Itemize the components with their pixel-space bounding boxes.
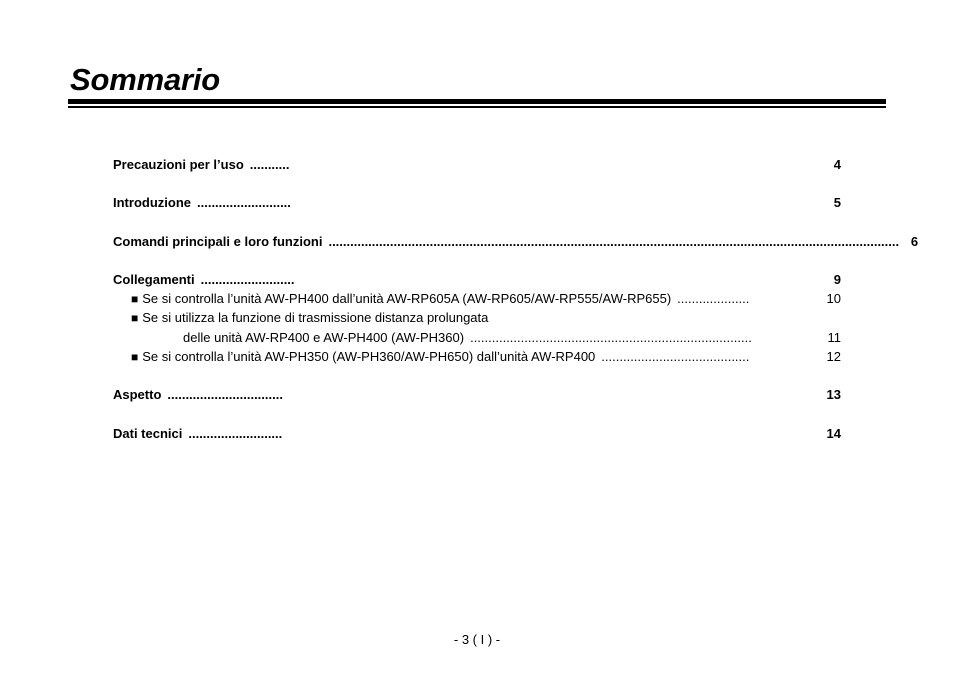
- toc-entry-leader: ....................: [677, 291, 750, 306]
- title-rule-thick: [68, 99, 886, 104]
- toc-entry-label: Se si utilizza la funzione di trasmissione distanza prolungata: [142, 310, 489, 325]
- toc-entry-label: Dati tecnici: [113, 426, 183, 441]
- page-title: Sommario: [70, 62, 220, 97]
- toc-entry-page: 4: [833, 157, 841, 172]
- toc-entry-label: Comandi principali e loro funzioni: [113, 234, 323, 249]
- toc-entry-leader: ...........: [249, 157, 290, 172]
- toc-entry-leader: ................................: [167, 387, 283, 402]
- toc-entry-label: Se si controlla l’unità AW-PH400 dall’unità AW-RP605A (AW-RP605/AW-RP555/AW-RP655): [142, 291, 672, 306]
- toc-entry-leader: ..........................: [197, 195, 291, 210]
- toc-subentry-trasmissione[interactable]: [113, 309, 841, 327]
- square-bullet-icon: ■: [131, 292, 139, 306]
- toc-entry-page: 10: [826, 291, 841, 306]
- toc-entry-collegamenti[interactable]: [113, 271, 841, 289]
- toc-subentry-rp605a[interactable]: [113, 290, 841, 308]
- square-bullet-icon: ■: [131, 350, 139, 364]
- toc-entry-leader: ..............................................................................................................................................................: [328, 234, 900, 249]
- toc-entry-page: 12: [826, 349, 841, 364]
- toc-entry-label: Introduzione: [113, 195, 191, 210]
- page-number: - 3 ( I ) -: [453, 632, 501, 647]
- toc-entry-label: Precauzioni per l’uso: [113, 157, 244, 172]
- toc-entry-label: Collegamenti: [113, 272, 195, 287]
- toc-entry-aspetto[interactable]: [113, 386, 841, 404]
- toc-entry-leader: ..............................................................................: [470, 330, 752, 345]
- toc-entry-page: 9: [833, 272, 841, 287]
- toc-entry-label: delle unità AW-RP400 e AW-PH400 (AW-PH360): [183, 330, 465, 345]
- toc-entry-page: 14: [826, 426, 841, 441]
- toc-subentry-trasmissione-cont[interactable]: [113, 329, 841, 347]
- toc-subentry-rp400[interactable]: [113, 348, 841, 366]
- toc-entry-leader: ..........................: [188, 426, 283, 441]
- toc-entry-introduzione[interactable]: [113, 194, 841, 212]
- toc-entry-leader: .........................................: [601, 349, 750, 364]
- toc-entry-label: Se si controlla l’unità AW-PH350 (AW-PH360/AW-PH650) dall’unità AW-RP400: [142, 349, 596, 364]
- toc-entry-precauzioni[interactable]: [113, 156, 841, 174]
- title-rule-thin: [68, 106, 886, 108]
- toc-entry-dati-tecnici[interactable]: [113, 425, 841, 443]
- toc-entry-page: 13: [826, 387, 841, 402]
- toc-entry-label: Aspetto: [113, 387, 162, 402]
- toc-entry-comandi[interactable]: [113, 233, 919, 251]
- toc-entry-page: 6: [910, 234, 919, 249]
- toc-entry-leader: ..........................: [200, 272, 295, 287]
- toc-entry-page: 11: [827, 330, 841, 345]
- toc-entry-page: 5: [833, 195, 841, 210]
- square-bullet-icon: ■: [131, 311, 139, 325]
